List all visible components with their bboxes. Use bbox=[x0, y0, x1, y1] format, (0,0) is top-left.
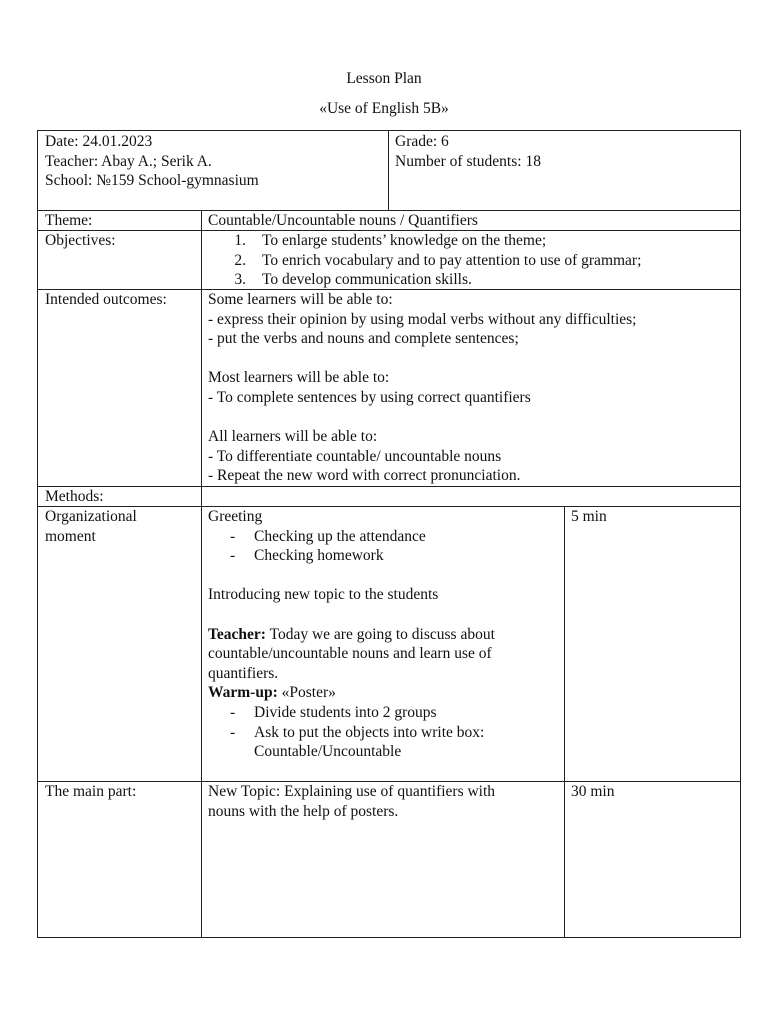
list-item: - Checking homework bbox=[230, 547, 384, 565]
intro-text: Introducing new topic to the students bbox=[208, 586, 439, 604]
outcome-heading: Most learners will be able to: bbox=[208, 369, 390, 387]
outcomes-content bbox=[208, 290, 636, 486]
org-moment-time: 5 min bbox=[571, 508, 607, 525]
outcome-item: - To complete sentences by using correct quantifiers bbox=[208, 388, 531, 406]
table-border-bottom bbox=[37, 937, 741, 938]
objective-item: 2. To enrich vocabulary and to pay attention to use of grammar; bbox=[234, 251, 642, 269]
teacher-line: Teacher: Today we are going to discuss about bbox=[208, 625, 495, 643]
table-divider-vertical bbox=[388, 130, 389, 210]
objective-item: 3. To develop communication skills. bbox=[234, 271, 472, 289]
list-item-continuation: Countable/Uncountable bbox=[254, 743, 402, 761]
info-right-cell bbox=[395, 132, 541, 171]
list-item: - Ask to put the objects into write box: bbox=[230, 723, 485, 741]
table-border-right bbox=[740, 130, 741, 938]
main-part-time: 30 min bbox=[571, 783, 615, 800]
org-moment-label-line: Organizational bbox=[45, 508, 137, 525]
students-count-text: Number of students: 18 bbox=[395, 152, 541, 170]
objectives-list bbox=[216, 231, 641, 290]
teacher-text: Teacher: Abay A.; Serik A. bbox=[45, 152, 212, 170]
spacer bbox=[208, 605, 495, 625]
outcome-item: - Repeat the new word with correct pronunciation. bbox=[208, 467, 521, 485]
org-moment-label-line: moment bbox=[45, 527, 96, 545]
main-part-label: The main part: bbox=[45, 783, 137, 800]
theme-label: Theme: bbox=[45, 212, 93, 229]
table-divider bbox=[37, 486, 741, 487]
outcomes-label: Intended outcomes: bbox=[45, 291, 167, 308]
document-title: Lesson Plan bbox=[346, 70, 422, 87]
spacer bbox=[208, 566, 495, 586]
outcome-heading: All learners will be able to: bbox=[208, 428, 378, 446]
methods-label: Methods: bbox=[45, 488, 104, 505]
table-border-top bbox=[37, 130, 741, 131]
warmup-line: Warm-up: «Poster» bbox=[208, 684, 336, 702]
list-item: - Divide students into 2 groups bbox=[230, 703, 437, 721]
grade-text: Grade: 6 bbox=[395, 133, 449, 150]
outcome-item: - put the verbs and nouns and complete sentences; bbox=[208, 330, 519, 348]
spacer bbox=[208, 408, 636, 428]
greeting-text: Greeting bbox=[208, 508, 263, 525]
list-item: - Checking up the attendance bbox=[230, 527, 426, 545]
teacher-line: quantifiers. bbox=[208, 664, 279, 682]
org-moment-content bbox=[208, 507, 495, 762]
main-part-content bbox=[208, 782, 495, 821]
org-moment-label bbox=[45, 507, 137, 546]
table-divider-vertical bbox=[201, 210, 202, 937]
school-text: School: №159 School-gymnasium bbox=[45, 172, 259, 190]
document-subtitle: «Use of English 5B» bbox=[319, 100, 449, 117]
outcome-heading: Some learners will be able to: bbox=[208, 291, 393, 308]
main-part-text: nouns with the help of posters. bbox=[208, 802, 399, 820]
date-text: Date: 24.01.2023 bbox=[45, 133, 153, 150]
theme-value: Countable/Uncountable nouns / Quantifiers bbox=[208, 212, 478, 229]
main-part-text: New Topic: Explaining use of quantifiers with bbox=[208, 783, 496, 800]
table-divider-vertical bbox=[564, 506, 565, 937]
table-border-left bbox=[37, 130, 38, 938]
outcome-item: - express their opinion by using modal verbs without any difficulties; bbox=[208, 310, 637, 328]
spacer bbox=[208, 349, 636, 369]
info-left-cell bbox=[45, 132, 259, 191]
outcome-item: - To differentiate countable/ uncountable nouns bbox=[208, 447, 502, 465]
teacher-line: countable/uncountable nouns and learn use of bbox=[208, 645, 492, 663]
objectives-label: Objectives: bbox=[45, 232, 116, 249]
objective-item: 1. To enlarge students’ knowledge on the theme; bbox=[234, 232, 547, 249]
